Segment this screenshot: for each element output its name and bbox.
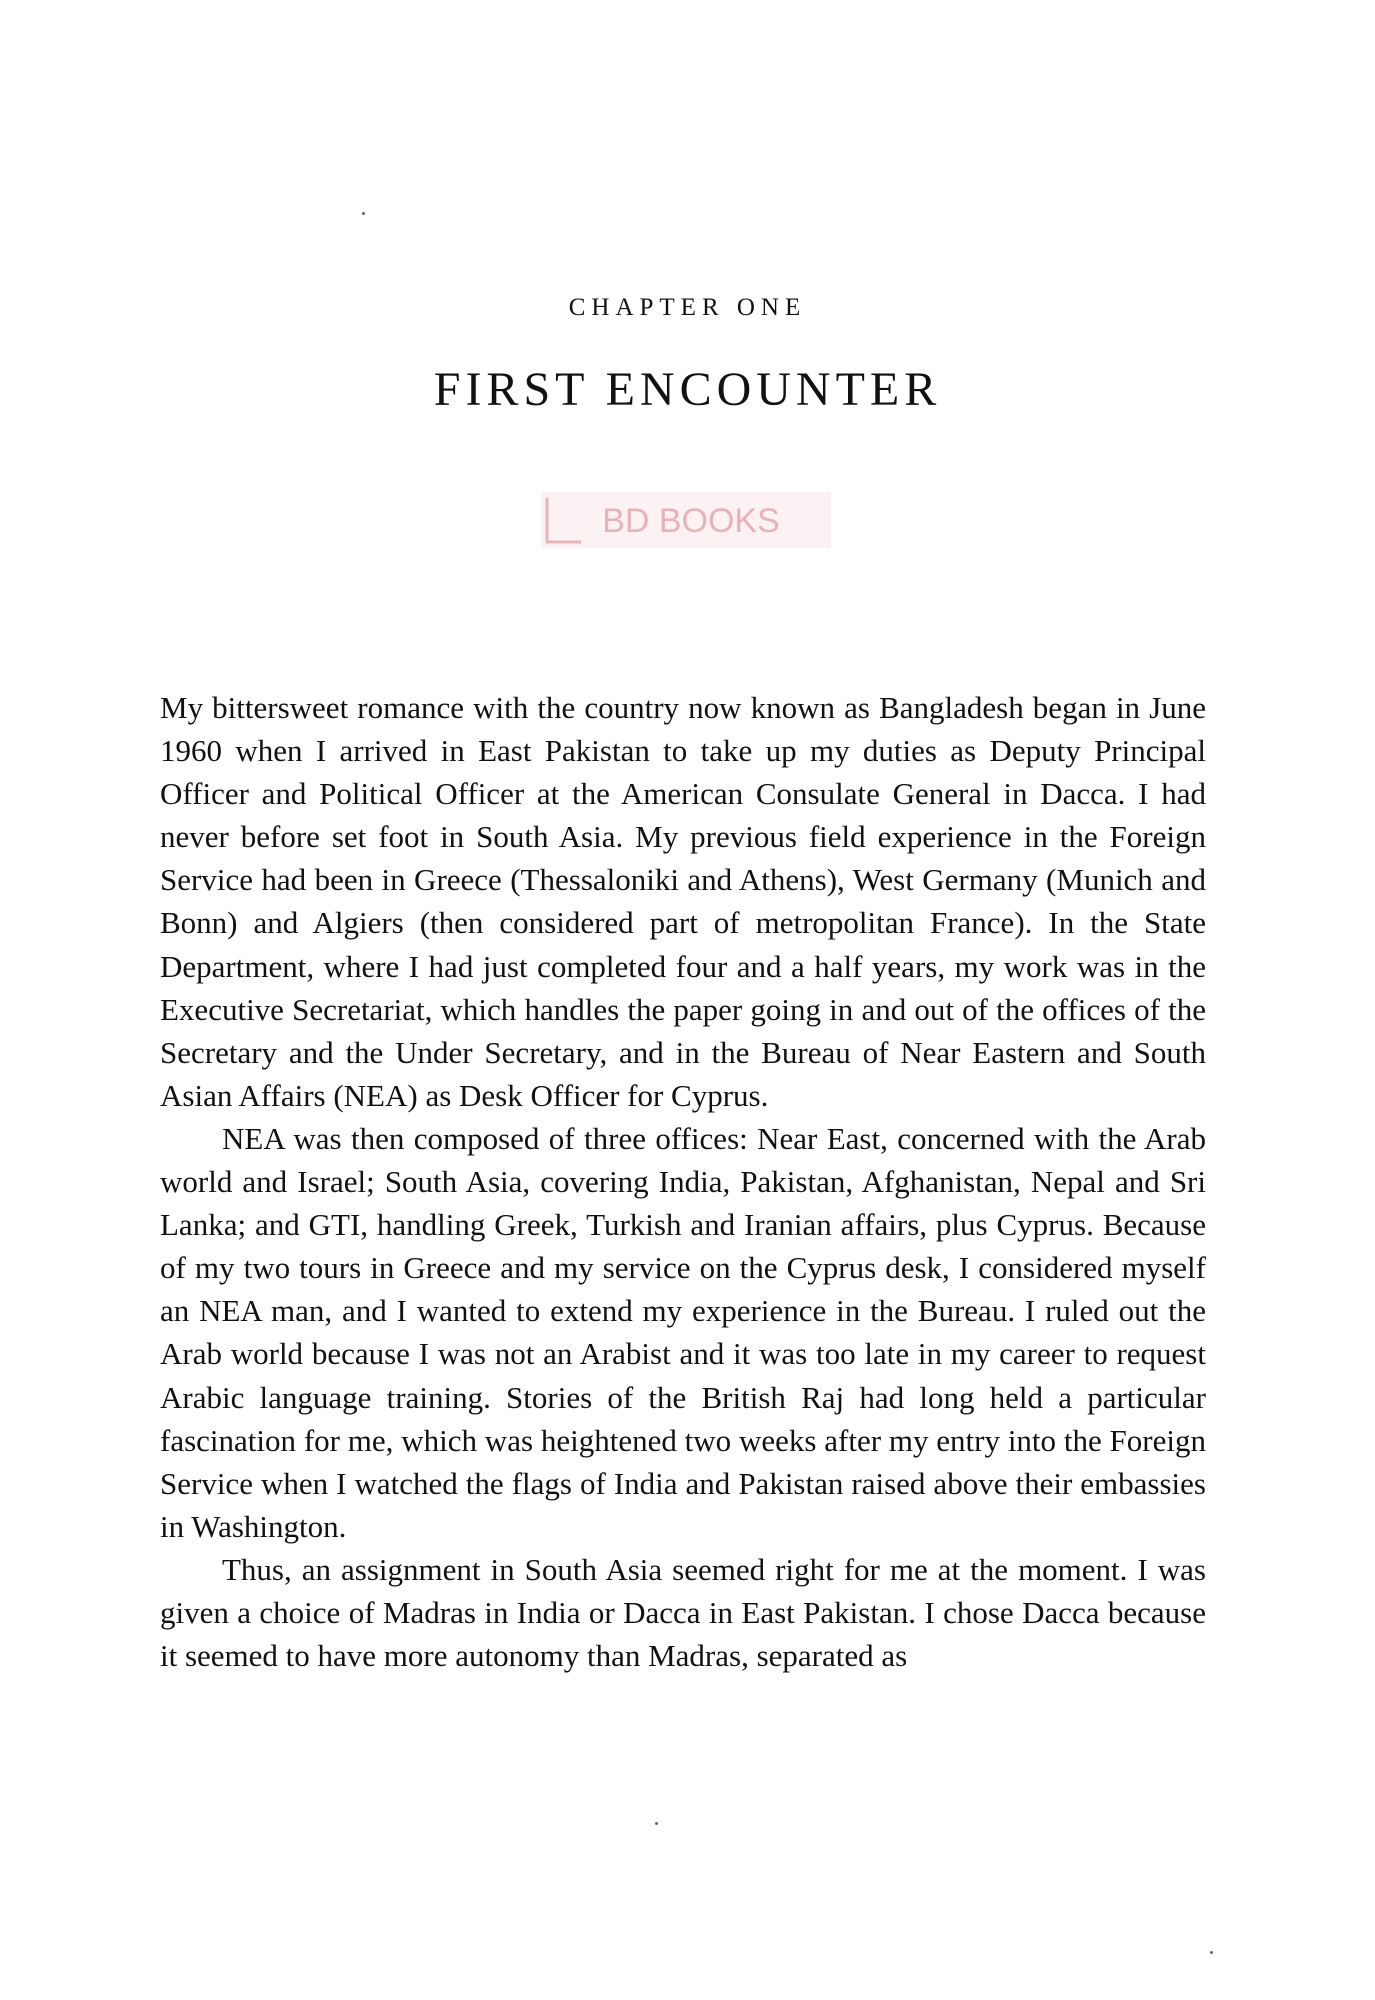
watermark-logo bbox=[541, 490, 831, 550]
chapter-label: CHAPTER ONE bbox=[568, 294, 807, 321]
watermark-background bbox=[541, 492, 831, 548]
watermark-book-icon bbox=[547, 498, 581, 542]
paragraph-2: NEA was then composed of three offices: Near East, concerned with the Arab world and Israel; South Asia, covering India, Pakistan, Afghanistan, Nepal and Sri Lanka; and GTI, handling Greek, Turkish and Iranian affairs, plus Cyprus. Because of my two tours in Greece and my service on the Cyprus desk, I considered myself an NEA man, and I wanted to extend my experience in the Bureau. I ruled out the Arab world because I was not an Arabist and it was too late in my career to request Arabic language training. Stories of the British Raj had long held a particular fascination for me, which was heightened two weeks after my entry into the Foreign Service when I watched the flags of India and Pakistan raised above their embassies in Washington. bbox=[160, 1120, 1206, 1544]
watermark-text: BD BOOKS bbox=[602, 502, 780, 540]
scan-speck bbox=[655, 1822, 658, 1825]
scan-speck bbox=[362, 212, 365, 215]
chapter-body bbox=[160, 686, 1206, 1677]
chapter-title: FIRST ENCOUNTER bbox=[433, 363, 942, 416]
scan-speck bbox=[1210, 1951, 1213, 1954]
paragraph-1: My bittersweet romance with the country now known as Bangladesh began in June 1960 when I arrived in East Pakistan to take up my duties as Deputy Principal Officer and Political Officer at the American Consulate General in Dacca. I had never before set foot in South Asia. My previous field experience in the Foreign Service had been in Greece (Thessaloniki and Athens), West Germany (Munich and Bonn) and Algiers (then considered part of metropolitan France). In the State Department, where I had just completed four and a half years, my work was in the Executive Secretariat, which handles the paper going in and out of the offices of the Secretary and the Under Secretary, and in the Bureau of Near Eastern and South Asian Affairs (NEA) as Desk Officer for Cyprus. bbox=[160, 690, 1206, 1113]
paragraph-3: Thus, an assignment in South Asia seemed right for me at the moment. I was given a choice of Madras in India or Dacca in East Pakistan. I chose Dacca because it seemed to have more autonomy than Madras, separated as bbox=[160, 1551, 1206, 1674]
